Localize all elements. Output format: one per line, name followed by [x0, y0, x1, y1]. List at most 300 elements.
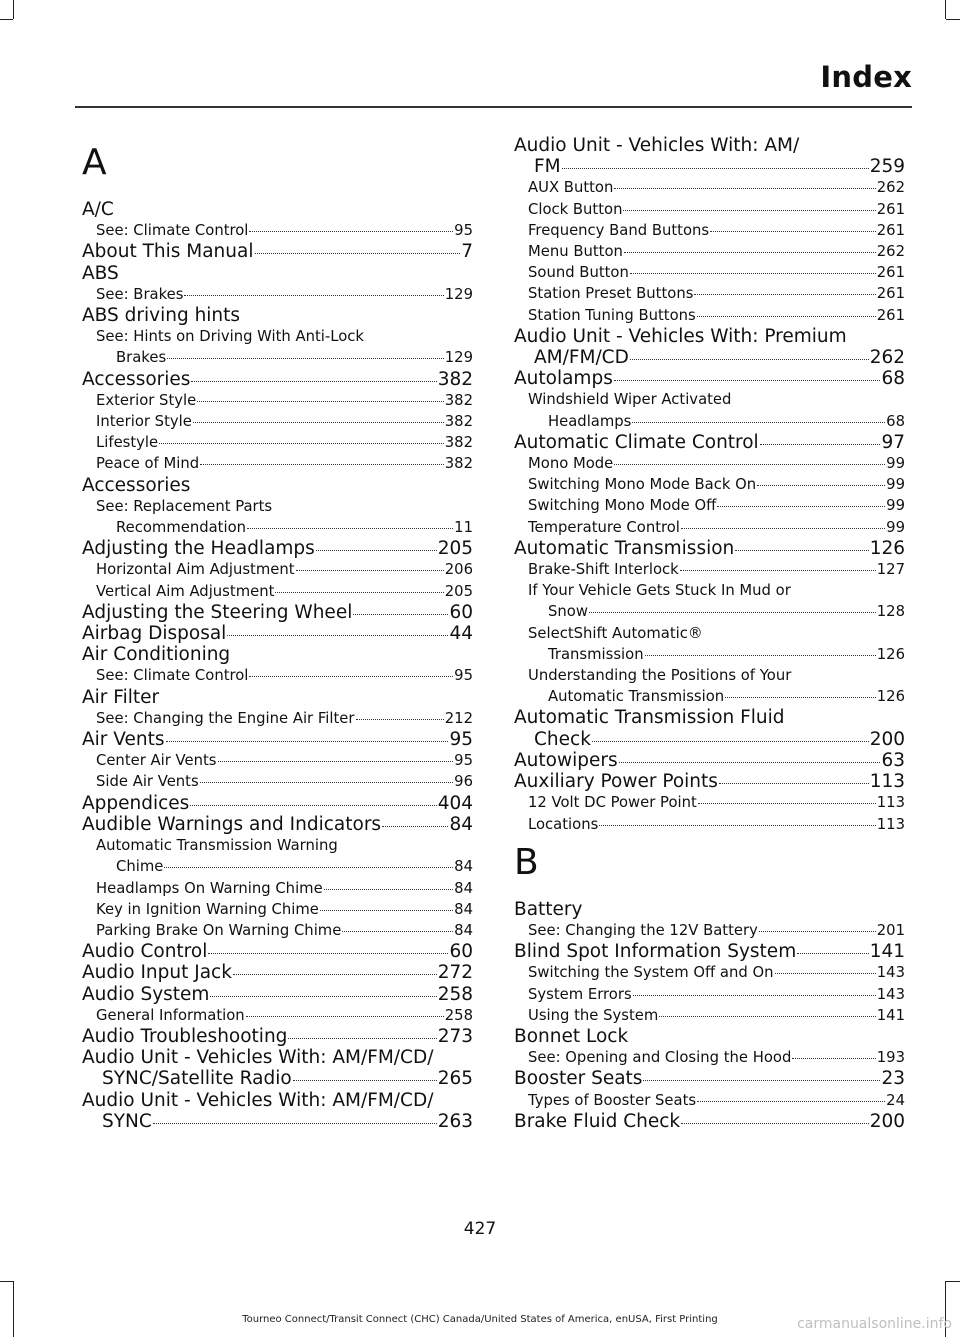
entry-title: Chime [116, 858, 164, 876]
index-entry [82, 814, 473, 835]
entry-title: Audible Warnings and Indicators [82, 813, 382, 835]
page-ref: 382 [437, 368, 473, 390]
index-subentry [82, 432, 473, 453]
dot-leader [190, 805, 436, 806]
page-ref: 262 [876, 179, 905, 197]
entry-row [528, 1090, 905, 1111]
page-ref: 68 [886, 412, 905, 430]
entry-row [528, 177, 905, 198]
dot-leader [249, 676, 453, 677]
dot-leader [320, 910, 453, 911]
entry-row [514, 1068, 905, 1089]
entry-title: SYNC/Satellite Radio [102, 1068, 292, 1090]
dot-leader [293, 1080, 437, 1081]
page-ref: 261 [876, 200, 905, 218]
entry-row [514, 771, 905, 792]
entry-title: See: Climate Control [96, 667, 249, 685]
entry-row [514, 432, 905, 453]
entry-row [514, 729, 905, 750]
dot-leader [233, 974, 437, 975]
entry-title: Horizontal Aim Adjustment [96, 561, 295, 579]
page-ref: 7 [461, 241, 473, 263]
page-ref: 113 [869, 771, 905, 793]
index-subentry [514, 1047, 905, 1068]
entry-title: ABS driving hints [82, 305, 241, 327]
entry-title: Frequency Band Buttons [528, 221, 710, 239]
entry-row [528, 517, 905, 538]
entry-title-line: SelectShift Automatic® [528, 624, 703, 642]
watermark: carmanualsonline.info [797, 1316, 952, 1332]
entry-row [528, 962, 905, 983]
page-ref: 84 [454, 921, 473, 939]
entry-row [82, 941, 473, 962]
entry-title: Interior Style [96, 413, 192, 431]
index-subentry [514, 984, 905, 1005]
dot-leader [246, 1016, 444, 1017]
dot-leader [167, 358, 444, 359]
page-ref: 262 [876, 243, 905, 261]
entry-title: Audio System [82, 983, 210, 1005]
page-ref: 23 [881, 1068, 905, 1090]
page-ref: 113 [876, 815, 905, 833]
entry-title: About This Manual [82, 241, 254, 263]
index-entry [82, 241, 473, 262]
entry-title: Airbag Disposal [82, 623, 227, 645]
index-subentry [82, 1005, 473, 1026]
dot-leader [643, 1080, 880, 1081]
page-number: 427 [463, 1219, 497, 1239]
entry-row [96, 284, 473, 305]
index-subentry [514, 177, 905, 198]
dot-leader [164, 867, 453, 868]
entry-title: SYNC [102, 1110, 152, 1132]
page-ref: 272 [437, 962, 473, 984]
entry-title: AUX Button [528, 179, 614, 197]
index-subentry [82, 581, 473, 602]
entry-title-line: Windshield Wiper Activated [528, 391, 732, 409]
dot-leader [697, 316, 876, 317]
page-ref: 126 [869, 537, 905, 559]
page-ref: 212 [444, 709, 473, 727]
index-subentry [82, 835, 473, 877]
index-subentry [514, 580, 905, 622]
entry-row [528, 220, 905, 241]
index-subentry [514, 792, 905, 813]
index-entry [82, 263, 473, 284]
entry-title: Switching Mono Mode Off [528, 497, 717, 515]
entry-title: Battery [514, 898, 583, 920]
entry-row [96, 432, 473, 453]
entry-title: Audio Input Jack [82, 962, 232, 984]
entry-title: Blind Spot Information System [514, 941, 797, 963]
entry-row [528, 199, 905, 220]
index-entry [82, 623, 473, 644]
dot-leader [710, 231, 876, 232]
entry-row [528, 474, 905, 495]
entry-title: Using the System [528, 1006, 659, 1024]
index-entry [514, 135, 905, 177]
dot-leader [191, 381, 436, 382]
index-entry [82, 984, 473, 1005]
page-ref: 258 [444, 1006, 473, 1024]
entry-title: Booster Seats [514, 1068, 643, 1090]
entry-title: Headlamps [548, 412, 632, 430]
section-letter: A [82, 142, 107, 183]
page-ref: 127 [876, 561, 905, 579]
entry-row [82, 962, 473, 983]
page-ref: 126 [876, 645, 905, 663]
page-ref: 60 [449, 941, 473, 963]
index-subentry [514, 920, 905, 941]
entry-title: Side Air Vents [96, 773, 199, 791]
index-entry [82, 687, 473, 708]
entry-title-line: Audio Unit - Vehicles With: AM/FM/CD/ [82, 1089, 434, 1111]
index-subentry [514, 199, 905, 220]
index-subentry [514, 559, 905, 580]
index-column-right [514, 135, 905, 1132]
index-subentry [514, 283, 905, 304]
entry-title: 12 Volt DC Power Point [528, 794, 697, 812]
entry-title: General Information [96, 1006, 245, 1024]
dot-leader [316, 550, 437, 551]
page-ref: 63 [881, 749, 905, 771]
dot-leader [592, 741, 869, 742]
page-ref: 382 [444, 391, 473, 409]
dot-leader [725, 697, 876, 698]
dot-leader [697, 1101, 885, 1102]
index-entry [514, 538, 905, 559]
entry-row [82, 729, 473, 750]
index-subentry [514, 962, 905, 983]
page-ref: 60 [449, 601, 473, 623]
entry-title: Station Preset Buttons [528, 285, 694, 303]
index-entry [82, 1090, 473, 1132]
page-ref: 263 [437, 1110, 473, 1132]
entry-row [528, 1047, 905, 1068]
entry-title: Center Air Vents [96, 752, 217, 770]
dot-leader [717, 506, 885, 507]
entry-title: Menu Button [528, 243, 623, 261]
index-entry [82, 475, 473, 496]
page-ref: 143 [876, 964, 905, 982]
dot-leader [324, 889, 453, 890]
page-ref: 129 [444, 349, 473, 367]
entry-title: Locations [528, 815, 599, 833]
index-entry [514, 432, 905, 453]
entry-row [528, 984, 905, 1005]
index-entry [82, 305, 473, 326]
index-entry [82, 1026, 473, 1047]
entry-row [514, 899, 905, 920]
page-ref: 84 [454, 858, 473, 876]
crop-mark [0, 1281, 13, 1282]
index-subentry [514, 474, 905, 495]
entry-title: Parking Brake On Warning Chime [96, 921, 342, 939]
index-subentry [82, 220, 473, 241]
index-entry [514, 899, 905, 920]
entry-title: Air Vents [82, 729, 165, 751]
entry-title: Peace of Mind [96, 455, 200, 473]
index-entry [514, 1068, 905, 1089]
page-ref: 129 [444, 285, 473, 303]
index-entry [514, 750, 905, 771]
entry-row [96, 411, 473, 432]
index-column-left [82, 135, 473, 1132]
page-ref: 143 [876, 985, 905, 1003]
entry-row [514, 538, 905, 559]
entry-row [514, 941, 905, 962]
page-ref: 261 [876, 306, 905, 324]
page-ref: 95 [454, 752, 473, 770]
page-ref: 265 [437, 1068, 473, 1090]
dot-leader [193, 422, 444, 423]
page-ref: 404 [437, 792, 473, 814]
publication-footer: Tourneo Connect/Transit Connect (CHC) Canada/United States of America, enUSA, First Printing [242, 1314, 718, 1325]
page-ref: 205 [437, 538, 473, 560]
index-entry [514, 368, 905, 389]
crop-mark [945, 0, 946, 19]
entry-title: Temperature Control [528, 518, 680, 536]
page-ref: 11 [454, 519, 473, 537]
page-ref: 99 [886, 476, 905, 494]
dot-leader [760, 444, 881, 445]
dot-leader [633, 995, 876, 996]
index-subentry [514, 495, 905, 516]
entry-title: See: Opening and Closing the Hood [528, 1049, 792, 1067]
index-subentry [82, 750, 473, 771]
dot-leader [562, 168, 869, 169]
index-subentry [82, 665, 473, 686]
page-ref: 261 [876, 264, 905, 282]
entry-title: A/C [82, 199, 114, 220]
entry-row [96, 771, 473, 792]
page-ref: 84 [449, 813, 473, 835]
page-ref: 95 [454, 222, 473, 240]
index-subentry [82, 390, 473, 411]
dot-leader [382, 826, 448, 827]
entry-title: Air Filter [82, 686, 160, 708]
entry-row [96, 347, 473, 368]
entry-row [82, 1111, 473, 1132]
entry-title: Vertical Aim Adjustment [96, 582, 275, 600]
entry-title: Types of Booster Seats [528, 1091, 697, 1109]
entry-title-line: See: Hints on Driving With Anti-Lock [96, 328, 364, 346]
page-ref: 201 [876, 921, 905, 939]
entry-row [528, 241, 905, 262]
entry-title: Autolamps [514, 368, 613, 390]
dot-leader [719, 783, 869, 784]
index-subentry [514, 1090, 905, 1111]
entry-title: Audio Control [82, 941, 208, 963]
dot-leader [342, 931, 453, 932]
page-ref: 259 [869, 156, 905, 178]
index-subentry [514, 389, 905, 431]
index-subentry [82, 284, 473, 305]
index-entry [514, 941, 905, 962]
dot-leader [630, 359, 869, 360]
index-subentry [514, 1005, 905, 1026]
entry-row [96, 878, 473, 899]
page-ref: 113 [876, 794, 905, 812]
dot-leader [356, 719, 444, 720]
entry-title: Automatic Climate Control [514, 431, 759, 453]
entry-row [96, 750, 473, 771]
page-ref: 84 [454, 879, 473, 897]
dot-leader [775, 973, 876, 974]
dot-leader [694, 294, 875, 295]
index-subentry [82, 411, 473, 432]
entry-row [82, 814, 473, 835]
dot-leader [197, 401, 444, 402]
page-ref: 99 [886, 518, 905, 536]
dot-leader [200, 782, 453, 783]
entry-title: Station Tuning Buttons [528, 306, 696, 324]
dot-leader [681, 528, 885, 529]
index-subentry [82, 771, 473, 792]
entry-row [528, 792, 905, 813]
page-ref: 382 [444, 434, 473, 452]
dot-leader [210, 996, 436, 997]
page-ref: 24 [886, 1091, 905, 1109]
crop-mark [0, 19, 13, 20]
page-ref: 273 [437, 1025, 473, 1047]
dot-leader [255, 253, 461, 254]
entry-row [82, 369, 473, 390]
entry-title: Check [534, 728, 591, 750]
index-subentry [514, 517, 905, 538]
dot-leader [619, 762, 881, 763]
entry-row [514, 1111, 905, 1132]
entry-row [82, 538, 473, 559]
page-ref: 258 [437, 983, 473, 1005]
entry-title-line: Audio Unit - Vehicles With: AM/ [514, 135, 800, 156]
page-ref: 96 [454, 773, 473, 791]
page-ref: 200 [869, 1110, 905, 1132]
entry-row [514, 750, 905, 771]
index-subentry [82, 708, 473, 729]
entry-row [82, 1068, 473, 1089]
entry-row [96, 920, 473, 941]
dot-leader [296, 570, 444, 571]
dot-leader [249, 231, 453, 232]
entry-title: Key in Ignition Warning Chime [96, 900, 319, 918]
index-subentry [82, 559, 473, 580]
index-subentry [82, 899, 473, 920]
index-subentry [514, 623, 905, 665]
index-entry [82, 793, 473, 814]
entry-title: Adjusting the Headlamps [82, 538, 315, 560]
page-ref: 128 [876, 603, 905, 621]
entry-row [528, 495, 905, 516]
entry-row [514, 156, 905, 177]
dot-leader [166, 741, 449, 742]
index-entry [82, 369, 473, 390]
entry-title-line: Automatic Transmission Fluid [514, 707, 785, 729]
page-ref: 261 [876, 285, 905, 303]
entry-title: Appendices [82, 792, 190, 814]
entry-row [96, 453, 473, 474]
index-subentry [514, 305, 905, 326]
entry-title: Automatic Transmission [548, 688, 725, 706]
entry-row [528, 262, 905, 283]
page-ref: 261 [876, 221, 905, 239]
dot-leader [698, 803, 876, 804]
page-ref: 97 [881, 431, 905, 453]
dot-leader [632, 422, 885, 423]
page-ref: 200 [869, 728, 905, 750]
entry-title: Brake-Shift Interlock [528, 561, 679, 579]
entry-row [528, 283, 905, 304]
index-subentry [514, 262, 905, 283]
entry-title: Mono Mode [528, 455, 614, 473]
crop-mark [13, 1281, 14, 1337]
dot-leader [353, 614, 448, 615]
index-subentry [514, 453, 905, 474]
dot-leader [614, 464, 885, 465]
page-title: Index [820, 60, 912, 94]
page-ref: 95 [449, 729, 473, 751]
page-ref: 84 [454, 900, 473, 918]
dot-leader [589, 612, 876, 613]
entry-row [82, 793, 473, 814]
index-entry [514, 771, 905, 792]
dot-leader [218, 761, 454, 762]
entry-title: See: Brakes [96, 285, 184, 303]
dot-leader [227, 635, 448, 636]
page-ref: 44 [449, 623, 473, 645]
entry-title-line: Understanding the Positions of Your [528, 667, 792, 685]
entry-title: Switching the System Off and On [528, 964, 774, 982]
entry-row [96, 559, 473, 580]
index-entry [82, 962, 473, 983]
page-ref: 141 [876, 1006, 905, 1024]
entry-title: AM/FM/CD [534, 347, 629, 369]
entry-row [96, 665, 473, 686]
dot-leader [614, 188, 875, 189]
index-subentry [82, 453, 473, 474]
page-ref: 141 [869, 941, 905, 963]
dot-leader [184, 295, 443, 296]
entry-title: Switching Mono Mode Back On [528, 476, 757, 494]
index-subentry [82, 496, 473, 538]
entry-title: Sound Button [528, 264, 629, 282]
entry-title: See: Climate Control [96, 222, 249, 240]
index-subentry [514, 814, 905, 835]
dot-leader [797, 953, 868, 954]
index-subentry [514, 665, 905, 707]
entry-row [82, 687, 473, 708]
entry-title: Audio Troubleshooting [82, 1025, 288, 1047]
entry-row [96, 581, 473, 602]
dot-leader [757, 485, 885, 486]
index-entry [82, 1047, 473, 1089]
entry-row [528, 601, 905, 622]
dot-leader [275, 592, 443, 593]
entry-row [96, 899, 473, 920]
entry-row [514, 368, 905, 389]
dot-leader [614, 380, 881, 381]
entry-title: Transmission [548, 645, 644, 663]
dot-leader [623, 210, 875, 211]
entry-title: Exterior Style [96, 391, 197, 409]
entry-title: Brake Fluid Check [514, 1110, 681, 1132]
page-ref: 126 [876, 688, 905, 706]
entry-row [82, 475, 473, 496]
entry-row [528, 644, 905, 665]
page-ref: 262 [869, 347, 905, 369]
page-ref: 68 [881, 368, 905, 390]
entry-row [528, 411, 905, 432]
